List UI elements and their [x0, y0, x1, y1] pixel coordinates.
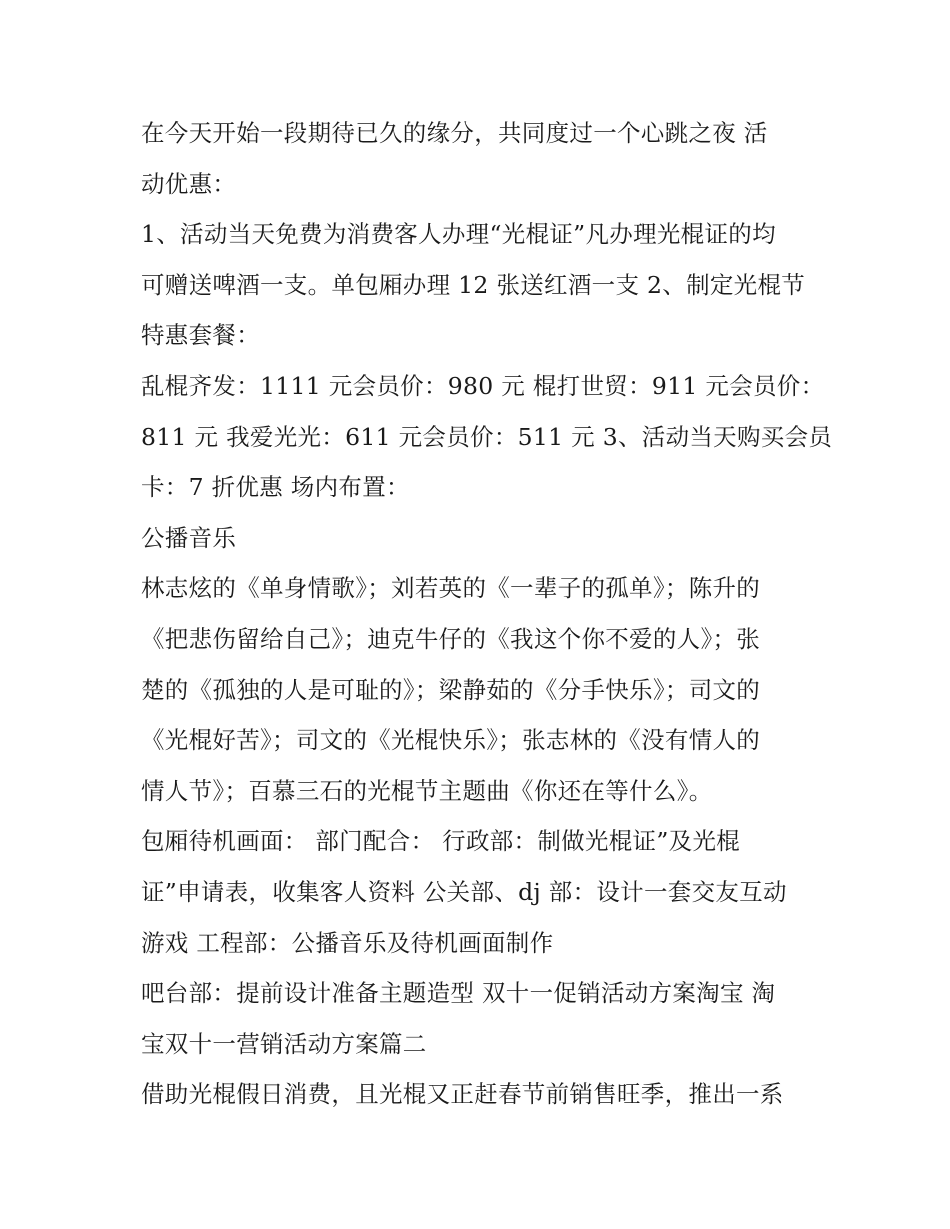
- text-line: 可赠送啤酒一支。单包厢办理 12 张送红酒一支 2、制定光棍节: [141, 270, 806, 299]
- text-line: 吧台部：提前设计准备主题造型 双十一促销活动方案淘宝 淘: [141, 979, 776, 1008]
- text-line: 乱棍齐发：1111 元会员价：980 元 棍打世贸：911 元会员价：: [141, 371, 825, 400]
- text-line: 《把悲伤留给自己》；迪克牛仔的《我这个你不爱的人》；张: [141, 624, 761, 653]
- text-line: 特惠套餐：: [141, 321, 260, 350]
- text-line: 公播音乐: [141, 523, 237, 552]
- text-line: 宝双十一营销活动方案篇二: [141, 1029, 427, 1058]
- text-line: 在今天开始一段期待已久的缘分，共同度过一个心跳之夜 活: [141, 119, 768, 147]
- text-line: 《光棍好苦》；司文的《光棍快乐》；张志林的《没有情人的: [141, 726, 761, 755]
- document-body: [141, 108, 833, 1120]
- text-line: 游戏 工程部：公播音乐及待机画面制作: [141, 928, 554, 957]
- text-line: 林志炫的《单身情歌》；刘若英的《一辈子的孤单》；陈升的: [141, 574, 761, 603]
- text-line: 楚的《孤独的人是可耻的》；梁静茹的《分手快乐》；司文的: [141, 675, 761, 704]
- text-line: 借助光棍假日消费，且光棍又正赶春节前销售旺季，推出一系: [141, 1080, 784, 1109]
- text-line: 811 元 我爱光光：611 元会员价：511 元 3、活动当天购买会员: [141, 422, 833, 451]
- text-line: 包厢待机画面： 部门配合： 行政部：制做光棍证”及光棍: [141, 827, 741, 856]
- text-line: 卡：7 折优惠 场内布置：: [141, 473, 410, 502]
- text-line: 情人节》；百慕三石的光棍节主题曲《你还在等什么》。: [141, 776, 713, 805]
- text-line: 动优惠：: [141, 169, 237, 198]
- text-line: 证”申请表，收集客人资料 公关部、dj 部：设计一套交友互动: [141, 877, 787, 906]
- text-line: 1、活动当天免费为消费客人办理“光棍证”凡办理光棍证的均: [141, 220, 776, 249]
